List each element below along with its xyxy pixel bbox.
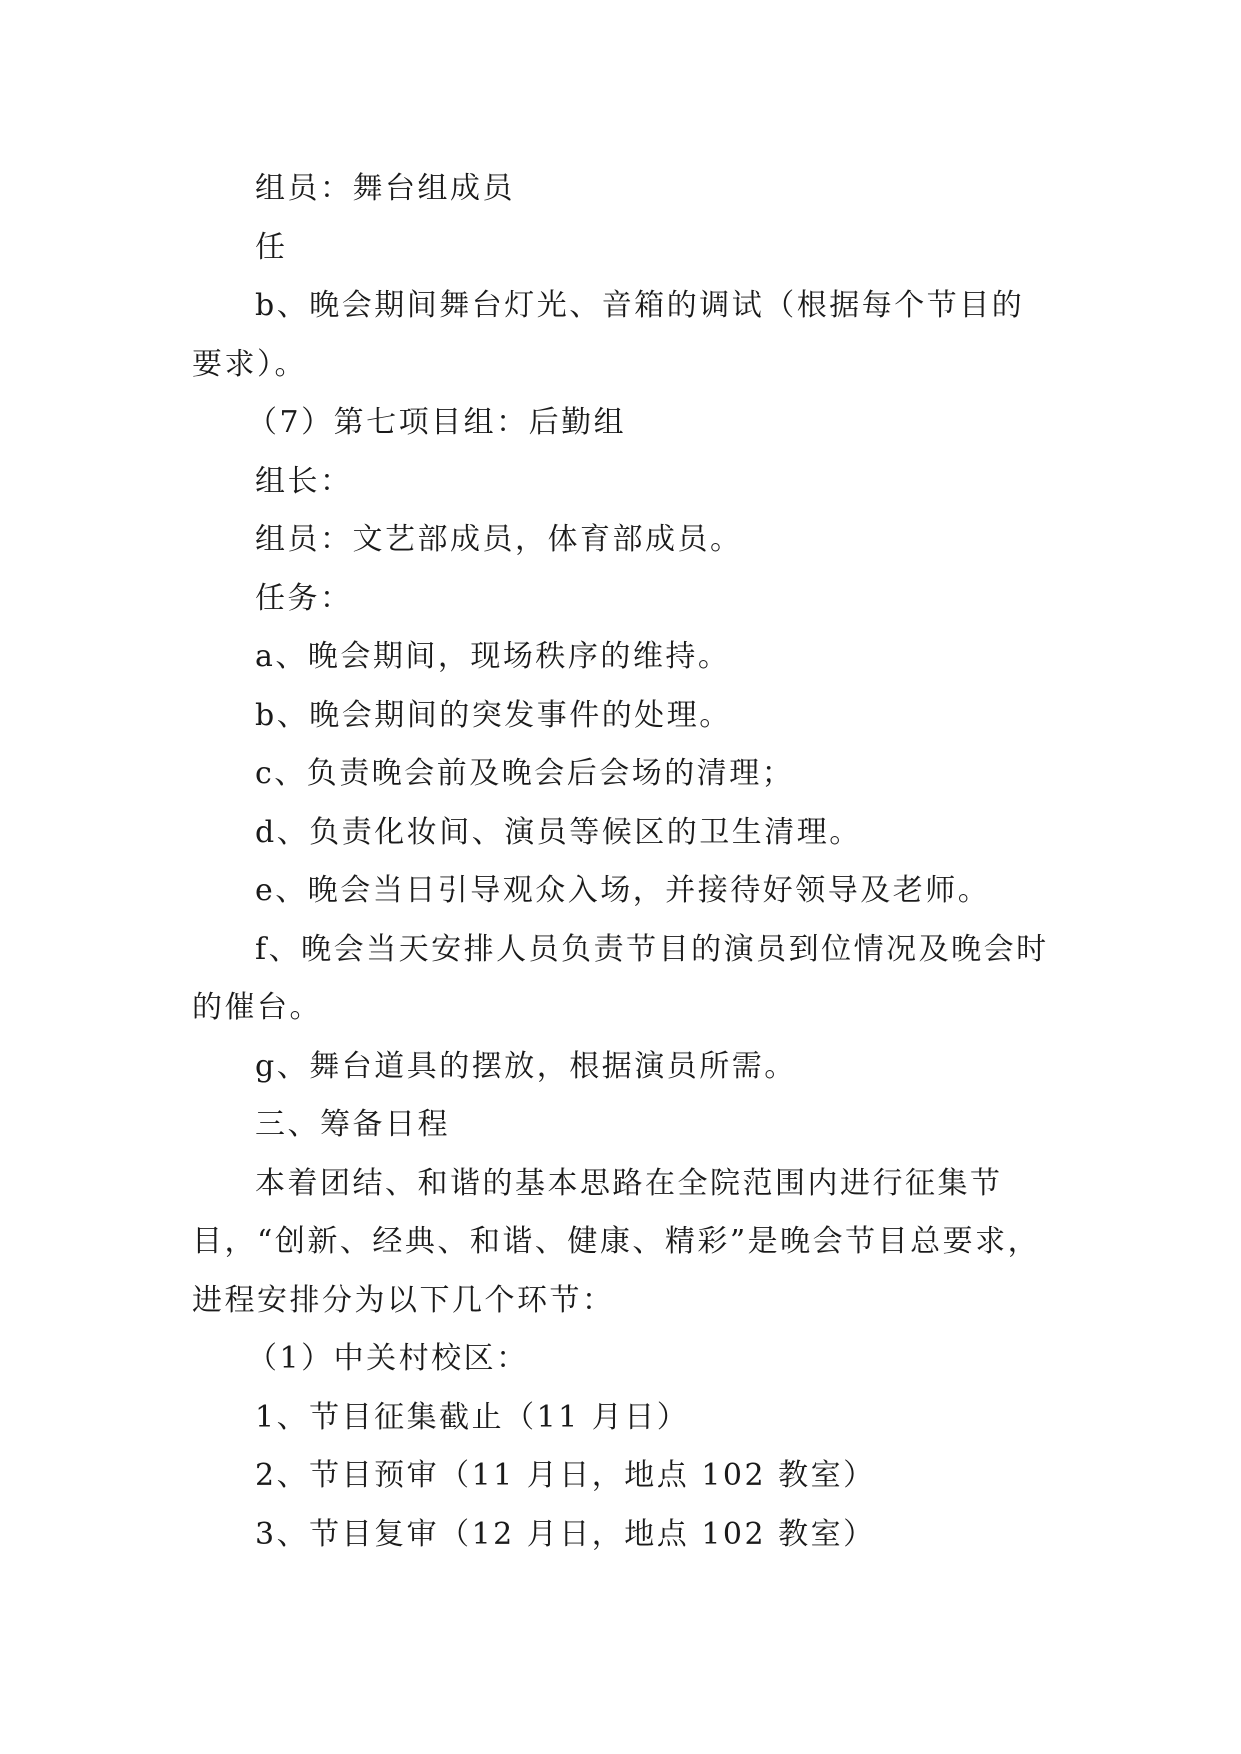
list-item-schedule-3: 3、节目复审（12 月日，地点 102 教室） bbox=[255, 1516, 876, 1552]
list-item-task-b: b、晚会期间的突发事件的处理。 bbox=[255, 697, 732, 733]
paragraph-task-b-lighting: b、晚会期间舞台灯光、音箱的调试（根据每个节目的要求）。 bbox=[192, 288, 1025, 382]
list-item-task-d: d、负责化妆间、演员等候区的卫生清理。 bbox=[255, 814, 862, 850]
list-item-task-a: a、晚会期间，现场秩序的维持。 bbox=[255, 639, 731, 674]
list-item-schedule-2: 2、节目预审（11 月日，地点 102 教室） bbox=[255, 1458, 876, 1493]
list-item-task-g: g、舞台道具的摆放，根据演员所需。 bbox=[255, 1048, 797, 1084]
heading-group-seven-logistics: （7）第七项目组：后勤组 bbox=[247, 405, 627, 440]
document-body bbox=[192, 160, 1050, 1564]
heading-zhongguancun-campus: （1）中关村校区： bbox=[247, 1341, 529, 1376]
paragraph-stage-members: 组员：舞台组成员 bbox=[255, 171, 515, 206]
paragraph-tasks-label: 任务： bbox=[255, 580, 353, 616]
paragraph-group-leader: 组长： bbox=[255, 463, 353, 499]
list-item-schedule-1: 1、节目征集截止（11 月日） bbox=[255, 1399, 690, 1435]
section-heading-schedule: 三、筹备日程 bbox=[255, 1107, 450, 1142]
list-item-task-e: e、晚会当日引导观众入场，并接待好领导及老师。 bbox=[255, 873, 991, 908]
paragraph-group-members: 组员：文艺部成员，体育部成员。 bbox=[255, 522, 743, 557]
paragraph-schedule-intro: 本着团结、和谐的基本思路在全院范围内进行征集节目，“创新、经典、和谐、健康、精彩”是晚会节目总要求，进程安排分为以下几个环节： bbox=[192, 1165, 1041, 1318]
list-item-task-c: c、负责晚会前及晚会后会场的清理； bbox=[255, 756, 795, 791]
list-item-task-f: f、晚会当天安排人员负责节目的演员到位情况及晚会时的催台。 bbox=[192, 931, 1049, 1025]
paragraph-task-fragment: 任 bbox=[255, 229, 288, 265]
